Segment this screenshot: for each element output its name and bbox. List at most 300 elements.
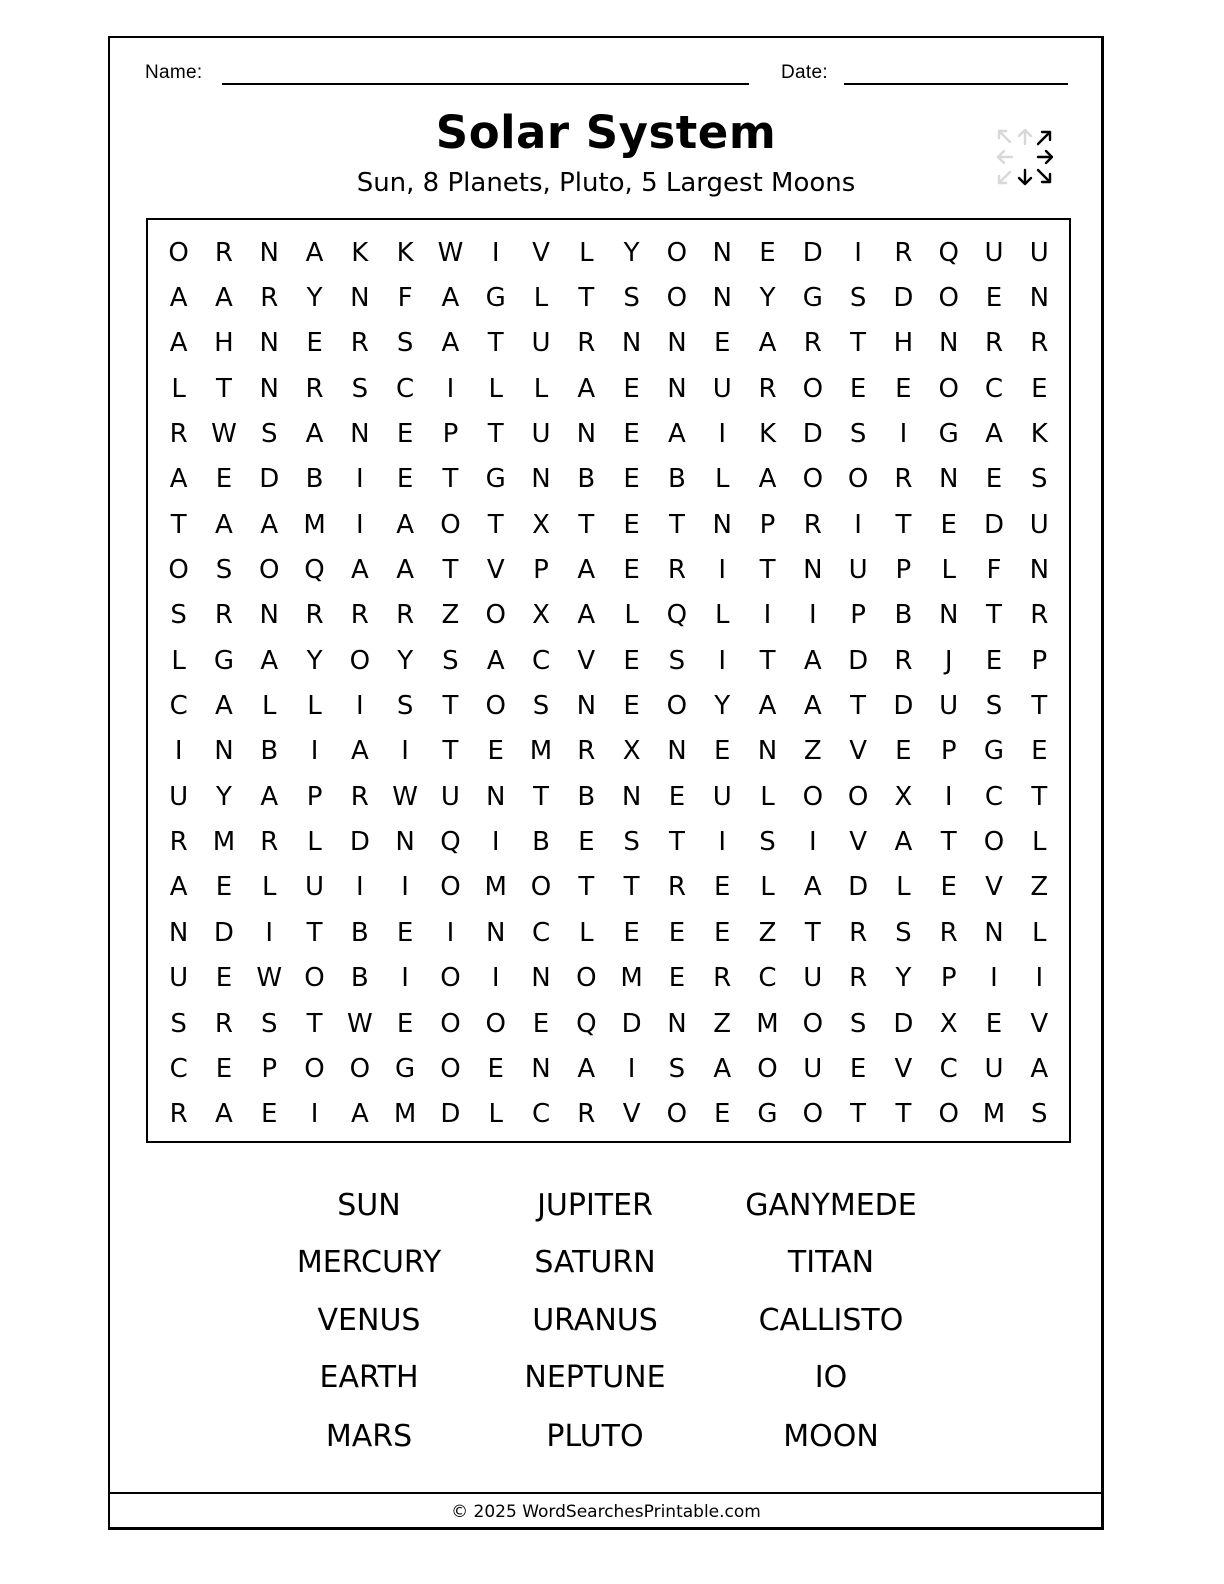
grid-letter[interactable]: M: [484, 872, 507, 903]
grid-letter[interactable]: N: [667, 328, 687, 359]
grid-letter[interactable]: I: [356, 691, 364, 722]
grid-letter[interactable]: W: [392, 781, 418, 812]
grid-letter[interactable]: R: [350, 781, 369, 812]
grid-letter[interactable]: O: [938, 373, 959, 404]
grid-letter[interactable]: O: [485, 691, 506, 722]
grid-letter[interactable]: D: [259, 464, 280, 495]
grid-letter[interactable]: Q: [666, 600, 688, 631]
grid-letter[interactable]: T: [306, 1008, 323, 1039]
grid-letter[interactable]: T: [759, 645, 776, 676]
grid-letter[interactable]: N: [984, 917, 1004, 948]
grid-letter[interactable]: I: [491, 827, 500, 858]
grid-letter[interactable]: V: [1030, 1008, 1049, 1039]
grid-letter[interactable]: A: [803, 691, 822, 722]
grid-letter[interactable]: X: [532, 600, 550, 631]
grid-letter[interactable]: P: [306, 781, 323, 812]
grid-letter[interactable]: E: [713, 872, 731, 903]
grid-letter[interactable]: E: [487, 736, 504, 767]
grid-letter[interactable]: A: [260, 509, 279, 540]
grid-letter[interactable]: L: [307, 827, 322, 858]
grid-letter[interactable]: O: [666, 283, 688, 314]
grid-letter[interactable]: N: [1029, 555, 1050, 586]
grid-letter[interactable]: I: [446, 917, 455, 948]
grid-letter[interactable]: B: [305, 464, 324, 495]
grid-letter[interactable]: G: [983, 736, 1005, 767]
grid-letter[interactable]: E: [623, 555, 640, 586]
grid-letter[interactable]: X: [622, 736, 641, 767]
grid-letter[interactable]: E: [396, 1008, 414, 1039]
grid-letter[interactable]: C: [169, 691, 188, 722]
grid-letter[interactable]: C: [939, 1053, 958, 1084]
grid-letter[interactable]: E: [261, 1099, 278, 1130]
grid-letter[interactable]: P: [895, 555, 912, 586]
grid-letter[interactable]: N: [576, 419, 597, 450]
grid-letter[interactable]: R: [396, 600, 415, 631]
grid-letter[interactable]: O: [485, 600, 506, 631]
grid-letter[interactable]: L: [261, 872, 277, 903]
grid-letter[interactable]: O: [666, 691, 688, 722]
grid-letter[interactable]: L: [714, 600, 730, 631]
grid-letter[interactable]: Z: [758, 917, 777, 948]
grid-letter[interactable]: U: [939, 691, 959, 722]
grid-letter[interactable]: A: [985, 419, 1003, 450]
grid-letter[interactable]: L: [533, 373, 549, 404]
grid-letter[interactable]: Y: [623, 237, 640, 268]
grid-letter[interactable]: S: [260, 1008, 278, 1039]
grid-letter[interactable]: R: [894, 464, 913, 495]
grid-letter[interactable]: O: [802, 464, 824, 495]
grid-letter[interactable]: D: [893, 283, 914, 314]
grid-letter[interactable]: Q: [576, 1008, 597, 1039]
grid-letter[interactable]: R: [894, 645, 913, 676]
grid-letter[interactable]: A: [577, 1053, 596, 1084]
grid-letter[interactable]: O: [666, 1099, 688, 1130]
grid-letter[interactable]: S: [985, 691, 1003, 722]
grid-letter[interactable]: E: [985, 1008, 1003, 1039]
grid-letter[interactable]: O: [802, 1099, 824, 1130]
grid-letter[interactable]: A: [350, 736, 369, 767]
grid-letter[interactable]: Y: [895, 963, 912, 994]
grid-letter[interactable]: N: [259, 600, 279, 631]
grid-letter[interactable]: I: [310, 736, 319, 767]
grid-letter[interactable]: M: [529, 736, 553, 767]
grid-letter[interactable]: O: [666, 237, 688, 268]
grid-letter[interactable]: O: [259, 555, 280, 586]
grid-letter[interactable]: L: [261, 691, 277, 722]
grid-letter[interactable]: P: [533, 555, 549, 586]
grid-letter[interactable]: D: [349, 827, 370, 858]
grid-letter[interactable]: H: [214, 328, 234, 359]
grid-letter[interactable]: S: [442, 645, 459, 676]
grid-letter[interactable]: L: [171, 373, 186, 404]
grid-letter[interactable]: O: [802, 1008, 824, 1039]
grid-letter[interactable]: B: [350, 917, 369, 948]
grid-letter[interactable]: E: [849, 373, 867, 404]
grid-letter[interactable]: B: [894, 600, 913, 631]
grid-letter[interactable]: B: [532, 827, 550, 858]
grid-letter[interactable]: T: [442, 691, 459, 722]
grid-letter[interactable]: I: [356, 509, 364, 540]
grid-letter[interactable]: H: [893, 328, 914, 359]
grid-letter[interactable]: D: [893, 1008, 914, 1039]
grid-letter[interactable]: A: [305, 237, 324, 268]
grid-letter[interactable]: P: [940, 963, 957, 994]
grid-letter[interactable]: U: [984, 237, 1004, 268]
grid-letter[interactable]: E: [215, 1053, 233, 1084]
grid-letter[interactable]: A: [169, 872, 188, 903]
grid-letter[interactable]: T: [442, 464, 459, 495]
grid-letter[interactable]: T: [850, 328, 867, 359]
grid-letter[interactable]: L: [488, 1099, 503, 1130]
grid-letter[interactable]: D: [848, 645, 869, 676]
grid-letter[interactable]: Y: [397, 645, 414, 676]
grid-letter[interactable]: B: [350, 963, 369, 994]
grid-letter[interactable]: G: [938, 419, 959, 450]
grid-letter[interactable]: A: [577, 373, 596, 404]
grid-letter[interactable]: E: [940, 872, 957, 903]
grid-letter[interactable]: O: [168, 555, 189, 586]
grid-letter[interactable]: I: [944, 781, 953, 812]
grid-letter[interactable]: L: [171, 645, 186, 676]
grid-letter[interactable]: N: [938, 328, 959, 359]
grid-letter[interactable]: A: [577, 555, 596, 586]
grid-letter[interactable]: W: [211, 419, 237, 450]
grid-letter[interactable]: N: [168, 917, 189, 948]
grid-letter[interactable]: E: [1031, 373, 1048, 404]
grid-letter[interactable]: A: [486, 645, 505, 676]
grid-letter[interactable]: I: [356, 872, 364, 903]
grid-letter[interactable]: E: [306, 328, 323, 359]
grid-letter[interactable]: U: [712, 373, 732, 404]
grid-letter[interactable]: Y: [216, 781, 232, 812]
grid-letter[interactable]: N: [938, 600, 959, 631]
grid-letter[interactable]: T: [895, 509, 912, 540]
grid-letter[interactable]: E: [668, 917, 686, 948]
grid-letter[interactable]: Z: [803, 736, 822, 767]
grid-letter[interactable]: E: [215, 464, 233, 495]
grid-letter[interactable]: O: [440, 1053, 461, 1084]
grid-letter[interactable]: M: [393, 1099, 417, 1130]
grid-letter[interactable]: T: [850, 691, 867, 722]
grid-letter[interactable]: O: [485, 1008, 506, 1039]
grid-letter[interactable]: X: [939, 1008, 958, 1039]
grid-letter[interactable]: R: [305, 600, 324, 631]
grid-letter[interactable]: Y: [759, 283, 776, 314]
grid-letter[interactable]: T: [623, 872, 640, 903]
grid-letter[interactable]: I: [718, 827, 727, 858]
grid-letter[interactable]: S: [170, 600, 187, 631]
grid-letter[interactable]: R: [260, 827, 279, 858]
grid-letter[interactable]: R: [939, 917, 958, 948]
grid-letter[interactable]: R: [214, 1008, 233, 1039]
grid-letter[interactable]: G: [802, 283, 823, 314]
grid-letter[interactable]: T: [487, 509, 504, 540]
grid-letter[interactable]: S: [849, 419, 867, 450]
grid-letter[interactable]: E: [713, 328, 731, 359]
grid-letter[interactable]: V: [985, 872, 1003, 903]
grid-letter[interactable]: B: [577, 464, 596, 495]
grid-letter[interactable]: N: [259, 373, 279, 404]
grid-letter[interactable]: O: [757, 1053, 778, 1084]
grid-letter[interactable]: L: [533, 283, 549, 314]
grid-letter[interactable]: L: [760, 781, 775, 812]
grid-letter[interactable]: N: [350, 419, 370, 450]
grid-letter[interactable]: R: [984, 328, 1004, 359]
grid-letter[interactable]: I: [310, 1099, 319, 1130]
grid-letter[interactable]: R: [169, 1099, 188, 1130]
grid-letter[interactable]: L: [941, 555, 956, 586]
date-field[interactable]: [844, 83, 1068, 85]
grid-letter[interactable]: R: [1030, 328, 1049, 359]
grid-letter[interactable]: E: [713, 917, 731, 948]
grid-letter[interactable]: A: [215, 691, 233, 722]
grid-letter[interactable]: A: [215, 1099, 233, 1130]
grid-letter[interactable]: A: [894, 827, 913, 858]
grid-letter[interactable]: E: [623, 373, 640, 404]
grid-letter[interactable]: A: [758, 464, 777, 495]
grid-letter[interactable]: T: [1031, 781, 1048, 812]
grid-letter[interactable]: R: [350, 328, 369, 359]
grid-letter[interactable]: T: [804, 917, 821, 948]
grid-letter[interactable]: L: [579, 237, 594, 268]
grid-letter[interactable]: B: [667, 464, 686, 495]
grid-letter[interactable]: E: [396, 419, 414, 450]
grid-letter[interactable]: O: [983, 827, 1005, 858]
grid-letter[interactable]: O: [802, 373, 824, 404]
grid-letter[interactable]: P: [1031, 645, 1048, 676]
grid-letter[interactable]: S: [1031, 1099, 1048, 1130]
grid-letter[interactable]: Z: [1030, 872, 1049, 903]
grid-letter[interactable]: I: [808, 600, 817, 631]
grid-letter[interactable]: A: [441, 328, 460, 359]
grid-letter[interactable]: E: [1031, 736, 1048, 767]
grid-letter[interactable]: S: [623, 283, 640, 314]
grid-letter[interactable]: P: [940, 736, 957, 767]
grid-letter[interactable]: G: [757, 1099, 778, 1130]
grid-letter[interactable]: S: [668, 1053, 686, 1084]
grid-letter[interactable]: A: [803, 645, 822, 676]
grid-letter[interactable]: N: [712, 509, 732, 540]
grid-letter[interactable]: S: [849, 1008, 867, 1039]
grid-letter[interactable]: Q: [440, 827, 461, 858]
grid-letter[interactable]: R: [169, 827, 188, 858]
grid-letter[interactable]: N: [621, 328, 642, 359]
grid-letter[interactable]: S: [215, 555, 233, 586]
grid-letter[interactable]: I: [990, 963, 998, 994]
grid-letter[interactable]: S: [849, 283, 867, 314]
grid-letter[interactable]: C: [531, 645, 551, 676]
grid-letter[interactable]: E: [759, 237, 776, 268]
grid-letter[interactable]: O: [440, 509, 461, 540]
grid-letter[interactable]: L: [1032, 917, 1047, 948]
grid-letter[interactable]: P: [261, 1053, 278, 1084]
grid-letter[interactable]: N: [576, 691, 597, 722]
grid-letter[interactable]: P: [759, 509, 776, 540]
grid-letter[interactable]: L: [896, 872, 911, 903]
grid-letter[interactable]: R: [849, 963, 868, 994]
grid-letter[interactable]: M: [982, 1099, 1006, 1130]
grid-letter[interactable]: N: [531, 963, 551, 994]
grid-letter[interactable]: L: [307, 691, 322, 722]
grid-letter[interactable]: R: [894, 237, 913, 268]
grid-letter[interactable]: A: [713, 1053, 732, 1084]
grid-letter[interactable]: U: [803, 1053, 823, 1084]
grid-letter[interactable]: M: [212, 827, 236, 858]
grid-letter[interactable]: P: [442, 419, 459, 450]
grid-letter[interactable]: S: [668, 645, 686, 676]
grid-letter[interactable]: T: [850, 1099, 867, 1130]
grid-letter[interactable]: E: [487, 1053, 504, 1084]
grid-letter[interactable]: W: [346, 1008, 373, 1039]
grid-letter[interactable]: N: [757, 736, 778, 767]
grid-letter[interactable]: V: [532, 237, 550, 268]
grid-letter[interactable]: V: [894, 1053, 913, 1084]
grid-letter[interactable]: F: [986, 555, 1002, 586]
grid-letter[interactable]: I: [718, 645, 727, 676]
grid-letter[interactable]: Q: [938, 237, 959, 268]
grid-letter[interactable]: M: [303, 509, 326, 540]
grid-letter[interactable]: O: [938, 283, 959, 314]
grid-letter[interactable]: I: [491, 237, 500, 268]
grid-letter[interactable]: E: [895, 373, 912, 404]
grid-letter[interactable]: O: [440, 1008, 461, 1039]
grid-letter[interactable]: O: [938, 1099, 959, 1130]
grid-letter[interactable]: E: [396, 464, 414, 495]
grid-letter[interactable]: D: [983, 509, 1004, 540]
grid-letter[interactable]: B: [577, 781, 596, 812]
grid-letter[interactable]: U: [984, 1053, 1004, 1084]
grid-letter[interactable]: I: [356, 464, 364, 495]
grid-letter[interactable]: O: [349, 1053, 371, 1084]
grid-letter[interactable]: V: [849, 827, 867, 858]
grid-letter[interactable]: V: [849, 736, 867, 767]
grid-letter[interactable]: I: [174, 736, 183, 767]
grid-letter[interactable]: N: [667, 736, 687, 767]
grid-letter[interactable]: V: [622, 1099, 641, 1130]
grid-letter[interactable]: U: [1029, 237, 1049, 268]
grid-letter[interactable]: R: [713, 963, 732, 994]
grid-letter[interactable]: A: [260, 645, 279, 676]
grid-letter[interactable]: N: [259, 237, 279, 268]
grid-letter[interactable]: U: [169, 963, 189, 994]
grid-letter[interactable]: T: [1031, 691, 1048, 722]
grid-letter[interactable]: A: [350, 555, 369, 586]
grid-letter[interactable]: R: [214, 237, 233, 268]
grid-letter[interactable]: T: [895, 1099, 912, 1130]
grid-letter[interactable]: D: [440, 1099, 461, 1130]
grid-letter[interactable]: T: [442, 736, 459, 767]
grid-letter[interactable]: N: [259, 328, 279, 359]
grid-letter[interactable]: R: [214, 600, 233, 631]
grid-letter[interactable]: L: [488, 373, 503, 404]
grid-letter[interactable]: I: [854, 509, 862, 540]
grid-letter[interactable]: F: [397, 283, 413, 314]
grid-letter[interactable]: O: [349, 645, 371, 676]
grid-letter[interactable]: B: [260, 736, 279, 767]
grid-letter[interactable]: I: [446, 373, 455, 404]
grid-letter[interactable]: E: [623, 419, 640, 450]
grid-letter[interactable]: T: [578, 509, 595, 540]
grid-letter[interactable]: U: [531, 419, 551, 450]
grid-letter[interactable]: N: [395, 827, 415, 858]
grid-letter[interactable]: T: [487, 419, 504, 450]
grid-letter[interactable]: T: [578, 283, 595, 314]
grid-letter[interactable]: I: [401, 872, 409, 903]
grid-letter[interactable]: U: [169, 781, 189, 812]
grid-letter[interactable]: D: [802, 419, 823, 450]
grid-letter[interactable]: P: [850, 600, 866, 631]
grid-letter[interactable]: Z: [441, 600, 460, 631]
grid-letter[interactable]: W: [256, 963, 283, 994]
grid-letter[interactable]: N: [667, 373, 687, 404]
grid-letter[interactable]: I: [763, 600, 772, 631]
grid-letter[interactable]: D: [802, 237, 823, 268]
grid-letter[interactable]: A: [305, 419, 324, 450]
grid-letter[interactable]: I: [627, 1053, 636, 1084]
grid-letter[interactable]: N: [350, 283, 370, 314]
grid-letter[interactable]: V: [486, 555, 505, 586]
grid-letter[interactable]: E: [623, 464, 640, 495]
grid-letter[interactable]: L: [1032, 827, 1047, 858]
grid-letter[interactable]: D: [848, 872, 869, 903]
grid-letter[interactable]: C: [169, 1053, 188, 1084]
grid-letter[interactable]: O: [847, 464, 869, 495]
grid-letter[interactable]: S: [260, 419, 278, 450]
grid-letter[interactable]: Y: [306, 645, 323, 676]
grid-letter[interactable]: E: [215, 963, 233, 994]
grid-letter[interactable]: R: [169, 419, 188, 450]
grid-letter[interactable]: A: [350, 1099, 369, 1130]
grid-letter[interactable]: O: [847, 781, 869, 812]
grid-letter[interactable]: R: [758, 373, 777, 404]
grid-letter[interactable]: E: [623, 917, 640, 948]
grid-letter[interactable]: T: [170, 509, 187, 540]
grid-letter[interactable]: A: [758, 691, 777, 722]
grid-letter[interactable]: S: [532, 691, 550, 722]
grid-letter[interactable]: A: [803, 872, 822, 903]
grid-letter[interactable]: I: [1035, 963, 1044, 994]
grid-letter[interactable]: K: [1030, 419, 1048, 450]
grid-letter[interactable]: C: [758, 963, 777, 994]
grid-letter[interactable]: R: [803, 509, 822, 540]
grid-letter[interactable]: N: [486, 781, 506, 812]
grid-letter[interactable]: A: [396, 555, 415, 586]
grid-letter[interactable]: A: [1030, 1053, 1049, 1084]
grid-letter[interactable]: G: [485, 464, 506, 495]
grid-letter[interactable]: U: [305, 872, 325, 903]
grid-letter[interactable]: I: [491, 963, 500, 994]
grid-letter[interactable]: S: [396, 328, 414, 359]
grid-letter[interactable]: T: [487, 328, 504, 359]
grid-letter[interactable]: S: [1031, 464, 1048, 495]
grid-letter[interactable]: E: [713, 1099, 731, 1130]
grid-letter[interactable]: S: [170, 1008, 187, 1039]
grid-letter[interactable]: N: [667, 1008, 687, 1039]
grid-letter[interactable]: E: [623, 645, 640, 676]
grid-letter[interactable]: O: [530, 872, 552, 903]
grid-letter[interactable]: E: [623, 691, 640, 722]
grid-letter[interactable]: R: [577, 736, 596, 767]
grid-letter[interactable]: N: [214, 736, 234, 767]
grid-letter[interactable]: N: [531, 1053, 551, 1084]
grid-letter[interactable]: R: [849, 917, 868, 948]
grid-letter[interactable]: R: [803, 328, 822, 359]
grid-letter[interactable]: A: [577, 600, 596, 631]
grid-letter[interactable]: T: [759, 555, 776, 586]
grid-letter[interactable]: E: [668, 963, 686, 994]
grid-letter[interactable]: E: [985, 464, 1003, 495]
grid-letter[interactable]: S: [895, 917, 912, 948]
